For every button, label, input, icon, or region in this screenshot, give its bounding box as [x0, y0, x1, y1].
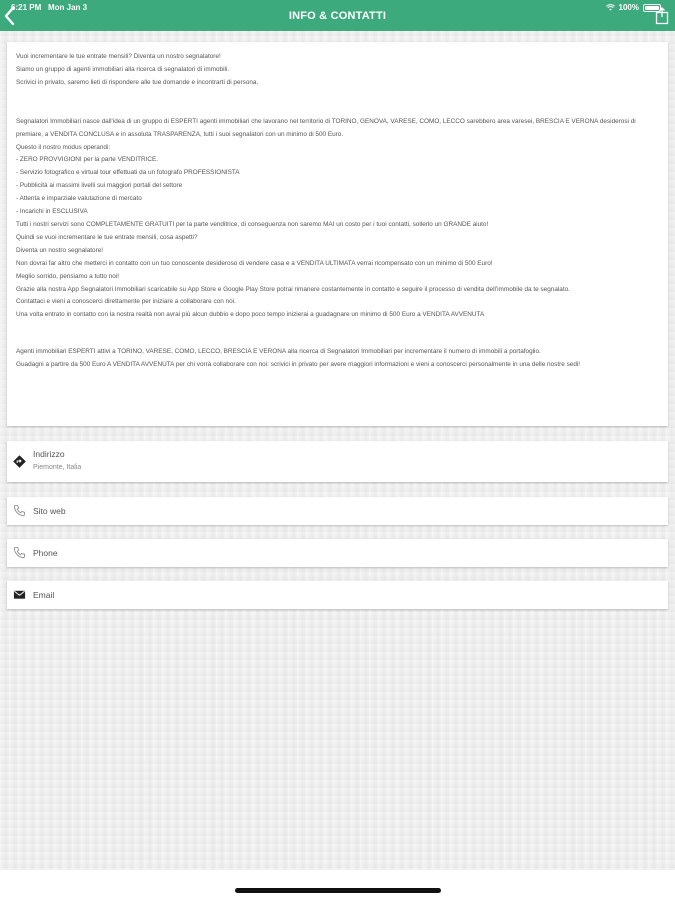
app-header — [0, 0, 675, 31]
phone-label: Phone — [33, 548, 58, 558]
battery-percentage: 100% — [618, 3, 639, 12]
email-label: Email — [33, 590, 55, 600]
phone-icon — [13, 504, 26, 517]
description-card — [7, 42, 668, 426]
status-date: Mon Jan 3 — [48, 3, 88, 12]
description-closing: Agenti immobiliari ESPERTI attivi a TORINO, VARESE, COMO, LECCO, BRESCIA E VERONA alla ricerca di Segnalatori Immobiliari per incrementare il numero di immobili a portafoglio. Guadagni a partire da 500 Euro A VENDITA AVVENUTA per chi vorrà collaborare con noi: scrivici in privato per avere maggiori informazioni e vieni a conoscerci personalmente in una delle nostre sedi! — [16, 348, 581, 369]
status-time: 6:21 PM — [11, 3, 42, 12]
envelope-icon — [13, 588, 26, 601]
website-row[interactable] — [7, 497, 668, 525]
description-intro: Vuoi incrementare le tue entrate mensili? Diventa un nostro segnalatore! Siamo un gruppo di agenti immobiliari alla ricerca di segnalatori di immobili. Scrivici in privato, saremo lieti di rispondere alle tue domande e incontrarti di persona. — [16, 53, 259, 86]
phone-row[interactable] — [7, 539, 668, 567]
phone-icon — [13, 546, 26, 559]
description-body: Segnalatori Immobiliari nasce dall'idea di un gruppo di ESPERTI agenti immobiliari che lavorano nel territorio di TORINO, GENOVA, VARESE, COMO, LECCO sarebbero area varesei, BRESCIA E VERONA desiderosi di premiare, a VENDITA CONCLUSA e in assoluta TRASPARENZA, tutti i suoi segnalatori con un minimo di 500 Euro. Questo il nostro modus operandi: - ZERO PROVVIGIONI per la parte VENDITRICE. - Servizio fotografico e virtual tour effettuati da un fotografo PROFESSIONISTA - Pubblicità ai massimi livelli sui maggiori portali del settore - Attenta e imparziale valutazione di mercato - Incarichi in ESCLUSIVA Tutti i nostri servizi sono COMPLETAMENTE GRATUITI per la parte venditrice, di conseguenza non saremo MAI un costo per i tuoi contatti, sollerlo un GRANDE aiuto! Quindi se vuoi incrementare le tue entrate mensili, cosa aspetti? Diventa un nostro segnalatore! Non dovrai far altro che metterci in contatto con un tuo conoscente desideroso di vendere casa e a VENDITA ULTIMATA verrai ricompensato con un minimo di 500 Euro! Meglio sorrido, pensiamo a tutto noi! Grazie alla nostra App Segnalatori Immobiliari scaricabile su App Store e Google Play Store potrai rimanere costantemente in contatto e seguire il processo di vendita dell'immobile da te segnalato. Contattaci e vieni a conoscerci direttamente per iniziare a collaborare con noi. Una volta entrato in contatto con la nostra realtà non avrai più alcun dubbio e dopo poco tempo inizierai a guadagnare un minimo di 500 Euro a VENDITA AVVENUTA — [16, 117, 636, 319]
bottom-area — [0, 870, 675, 900]
share-icon[interactable] — [655, 7, 669, 25]
address-value: Piemonte, Italia — [33, 464, 82, 471]
website-label: Sito web — [33, 506, 66, 516]
address-row[interactable] — [7, 441, 668, 482]
directions-icon — [13, 455, 26, 468]
address-label: Indirizzo — [33, 449, 65, 459]
email-row[interactable] — [7, 581, 668, 609]
home-indicator[interactable] — [235, 888, 441, 893]
page-title: INFO & CONTATTI — [288, 10, 387, 22]
